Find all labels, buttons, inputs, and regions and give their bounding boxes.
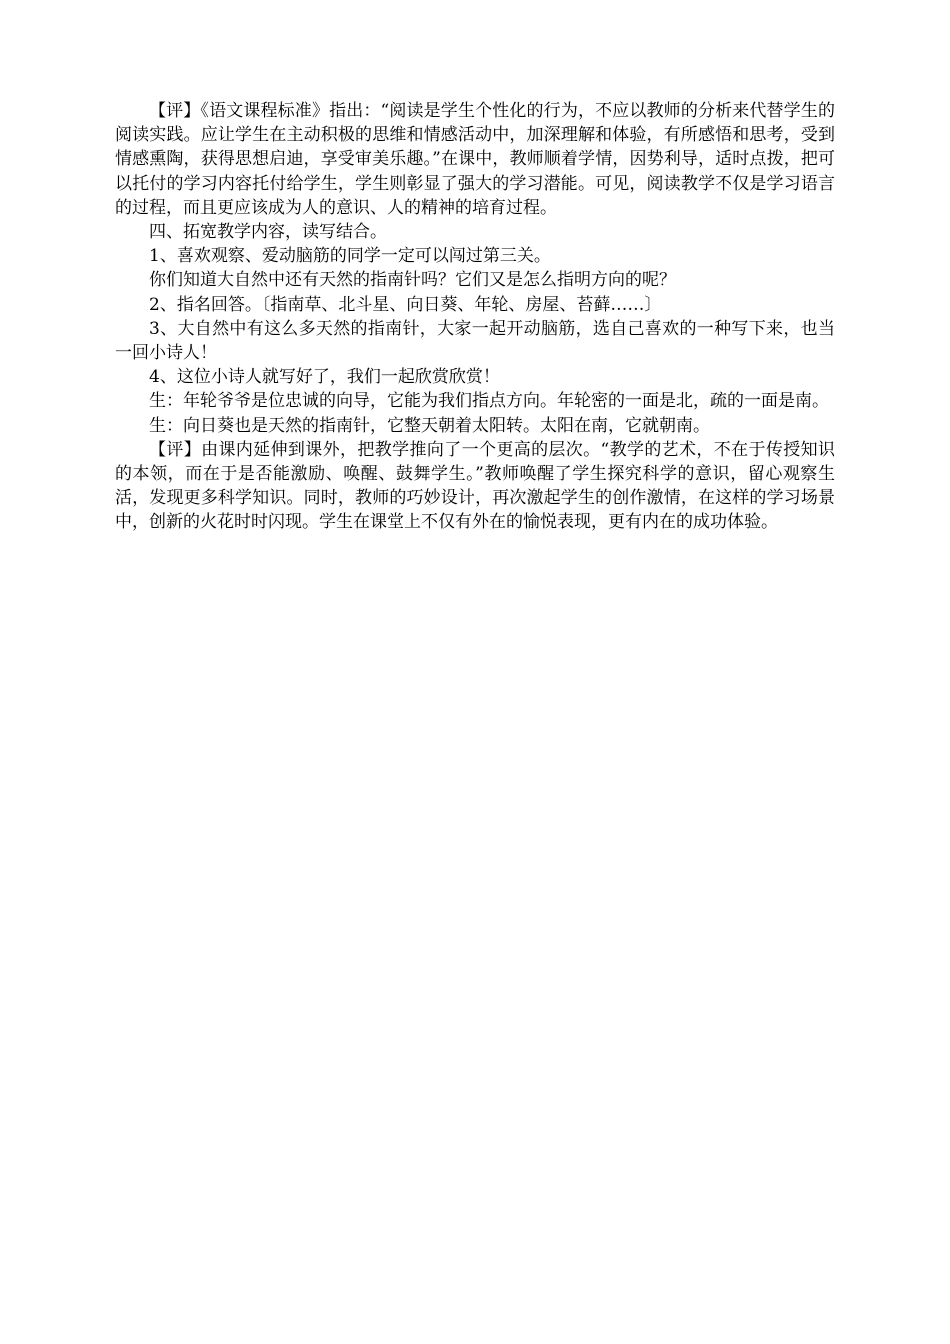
paragraph-step-3: 3、大自然中有这么多天然的指南针，大家一起开动脑筋，选自己喜欢的一种写下来，也当一回小诗人！ [115,318,835,364]
paragraph-step-2: 2、指名回答。〔指南草、北斗星、向日葵、年轮、房屋、苔藓……〕 [149,294,662,315]
paragraph-step-1: 1、喜欢观察、爱动脑筋的同学一定可以闯过第三关。 [149,246,551,267]
paragraph-commentary-1: 【评】《语文课程标准》指出：“阅读是学生个性化的行为，不应以教师的分析来代替学生的阅读实践。应让学生在主动积极的思维和情感活动中，加深理解和体验，有所感悟和思考，受到情感熏陶，获得思想启迪，享受审美乐趣。”在课中，教师顺着学情，因势利导，适时点拨，把可以托付的学习内容托付给学生，学生则彰显了强大的学习潜能。可见，阅读教学不仅是学习语言的过程，而且更应该成为人的意识、人的精神的培育过程。 [115,101,835,218]
paragraph-student-answer-2: 生：向日葵也是天然的指南针，它整天朝着太阳转。太阳在南，它就朝南。 [149,415,710,436]
paragraph-commentary-2: 【评】由课内延伸到课外，把教学推向了一个更高的层次。“教学的艺术，不在于传授知识的本领，而在于是否能激励、唤醒、鼓舞学生。”教师唤醒了学生探究科学的意识，留心观察生活，发现更多科学知识。同时，教师的巧妙设计，再次激起学生的创作激情，在这样的学习场景中，创新的火花时时闪现。学生在课堂上不仅有外在的愉悦表现，更有内在的成功体验。 [115,439,835,533]
paragraph-step-4: 4、这位小诗人就写好了，我们一起欣赏欣赏！ [149,367,500,388]
paragraph-section-heading: 四、拓宽教学内容，读写结合。 [149,222,387,243]
document-body [115,99,835,535]
paragraph-student-answer-1: 生：年轮爷爷是位忠诚的向导，它能为我们指点方向。年轮密的一面是北，疏的一面是南。 [149,391,829,412]
paragraph-question: 你们知道大自然中还有天然的指南针吗？它们又是怎么指明方向的呢？ [149,270,676,291]
